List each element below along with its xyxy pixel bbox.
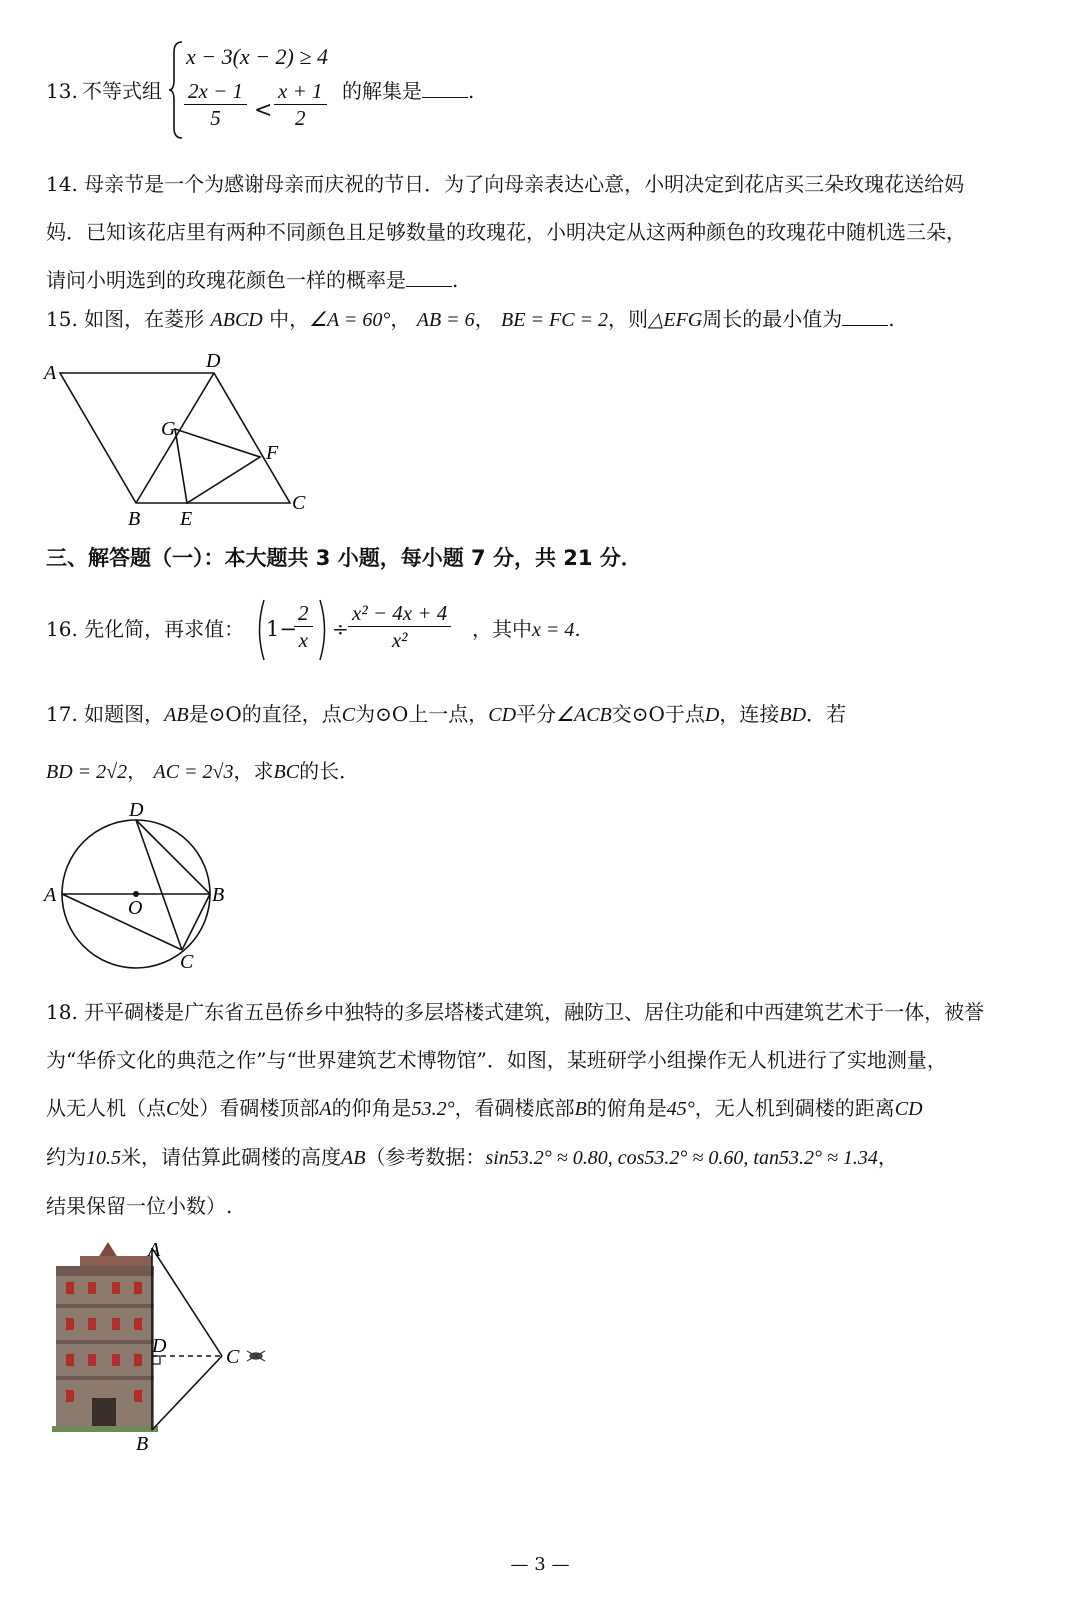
label-a: A (44, 362, 57, 384)
q18-text-c: 的仰角是 (331, 1096, 412, 1120)
question-17 (46, 686, 1050, 800)
q17-text-b: 是⊙O的直径，点 (188, 702, 342, 726)
label-d: D (129, 799, 144, 821)
q18-line-5: 结果保留一位小数）. (46, 1194, 233, 1218)
question-16 (46, 596, 1050, 666)
drone-icon (247, 1351, 265, 1361)
q18-text-a: 从无人机（点 (46, 1096, 166, 1120)
q18-text-j: ， (877, 1145, 898, 1169)
q17-text-c: 为⊙O上一点， (355, 702, 489, 726)
label-b: B (128, 508, 141, 530)
answer-blank[interactable] (842, 307, 888, 326)
q16-suffix-wrap (472, 614, 581, 645)
q16-div: ÷ (332, 617, 349, 641)
q17-cond-bd: BD = 2√2 (46, 761, 128, 783)
label-o: O (128, 897, 143, 919)
q15-triangle: △EFG (648, 309, 703, 331)
question-13 (46, 40, 1050, 150)
q13-fraction-1 (184, 78, 247, 131)
q18-ab: AB (341, 1147, 366, 1169)
q13-prefix: 不等式组 (82, 79, 162, 103)
q18-text-d: ，看碉楼底部 (454, 1096, 575, 1120)
q14-end: . (452, 268, 459, 292)
q18-line-1: 18. 开平碉楼是广东省五邑侨乡中独特的多层塔楼式建筑，融防卫、居住功能和中西建筑艺术于一体，被誉 (46, 1000, 985, 1024)
q17-cond-ac: AC = 2√3 (153, 761, 234, 783)
q13-suffix (342, 76, 474, 106)
q17-c: C (341, 704, 356, 726)
q18-angle-2: 45° (666, 1098, 695, 1120)
q16-small-fraction (294, 600, 313, 653)
answer-blank[interactable] (406, 268, 452, 287)
q17-d: D (704, 704, 720, 726)
question-18 (46, 988, 1050, 1230)
q16-big-num: x² − 4x + 4 (348, 600, 451, 627)
q18-text-g: 约为 (46, 1145, 86, 1169)
label-e: E (180, 508, 193, 530)
label-b: B (136, 1433, 149, 1455)
diaolou-figure (44, 1236, 284, 1458)
q18-cd: CD (894, 1098, 923, 1120)
left-paren-icon (254, 598, 266, 662)
q17-text-d: 平分 (516, 702, 557, 726)
diaolou-tower-illustration (52, 1242, 158, 1432)
label-g: G (161, 418, 176, 440)
label-d: D (206, 350, 221, 372)
q15-cond-2: AB = 6 (416, 309, 475, 331)
section-3-title: 三、解答题（一）：本大题共 3 小题，每小题 7 分，共 21 分． (46, 546, 642, 570)
rhombus-figure (40, 345, 320, 530)
q15-text-c: ，则 (608, 307, 649, 331)
q17-line-2: BD = 2√2， AC = 2√3，求BC的长． (46, 759, 360, 783)
q13-end: . (468, 79, 475, 103)
q15-cond-1: ∠A = 60° (309, 309, 391, 331)
q17-text-e: 交⊙O于点 (611, 702, 705, 726)
q17-bd: BD (779, 704, 807, 726)
q17-line-1 (46, 686, 1050, 743)
q18-c: C (166, 1098, 180, 1120)
right-paren-icon (318, 598, 330, 662)
q17-text-f: ，连接 (719, 702, 780, 726)
q14-line-1: 14. 母亲节是一个为感谢母亲而庆祝的节日．为了向母亲表达心意，小明决定到花店买三朵玫瑰花送给妈 (46, 172, 965, 196)
q18-text-b: 处）看碉楼顶部 (179, 1096, 320, 1120)
triangle-efg (175, 429, 260, 503)
q16-big-fraction (348, 600, 451, 653)
q16-big-den: x² (391, 628, 408, 652)
q13-less-than: < (254, 98, 273, 123)
label-f: F (266, 442, 279, 464)
q16-small-num: 2 (294, 600, 313, 627)
label-c: C (180, 951, 194, 970)
label-a: A (44, 884, 57, 906)
q18-text-h: 米，请估算此碉楼的高度 (121, 1145, 341, 1169)
q17-bc: BC (273, 761, 300, 783)
q16-small-den: x (298, 628, 308, 652)
q16-one-minus: 1− (266, 617, 297, 641)
q15-abcd: ABCD (210, 309, 263, 331)
q13-frac1-numerator: 2x − 1 (184, 78, 247, 105)
q13-fraction-2 (274, 78, 327, 131)
q18-line-3 (46, 1084, 1050, 1133)
q18-line-4 (46, 1133, 1050, 1182)
label-b: B (212, 884, 225, 906)
answer-blank[interactable] (422, 79, 468, 98)
q17-acb: ∠ACB (556, 704, 612, 726)
page-number: — 3 — (510, 1554, 570, 1575)
left-brace-icon (168, 40, 184, 140)
q15-text-b: 中， (269, 307, 310, 331)
q17-ab: AB (164, 704, 189, 726)
circle-figure (40, 798, 240, 970)
q16-prefix: 16. 先化简，再求值： (46, 617, 245, 641)
q18-angle-1: 53.2° (411, 1098, 455, 1120)
q13-frac2-numerator: x + 1 (274, 78, 327, 105)
label-a: A (148, 1239, 161, 1261)
q13-number: 13. (46, 79, 78, 103)
q15-cond-3: BE = FC = 2 (501, 309, 609, 331)
q14-line-2: 妈．已知该花店里有两种不同颜色且足够数量的玫瑰花，小明决定从这两种颜色的玫瑰花中随机选三朵， (46, 220, 966, 244)
q18-text-f: ，无人机到碉楼的距离 (694, 1096, 895, 1120)
label-c: C (292, 492, 306, 514)
q17-text-i: 的长． (299, 759, 360, 783)
q14-line-3-text: 请问小明选到的玫瑰花颜色一样的概率是 (46, 268, 406, 292)
q16-suffix: ，其中 (472, 617, 532, 641)
q18-dist: 10.5 (86, 1147, 121, 1169)
q15-text-d: 周长的最小值为 (702, 307, 843, 331)
q18-a: A (319, 1098, 332, 1120)
chord-bd (136, 820, 210, 894)
q17-text-a: 17. 如题图， (46, 702, 165, 726)
q18-text-i: （参考数据： (365, 1145, 486, 1169)
q16-cond: x = 4 (532, 619, 575, 641)
q13-suffix-text: 的解集是 (342, 79, 422, 103)
q16-end: . (574, 617, 581, 641)
q18-line-2: 为“华侨文化的典范之作”与“世界建筑艺术博物馆”．如图，某班研学小组操作无人机进行了实地测量， (46, 1048, 947, 1072)
q17-text-h: ，求 (233, 759, 274, 783)
q13-frac2-denominator: 2 (295, 106, 306, 130)
q17-cd: CD (488, 704, 517, 726)
question-14 (46, 160, 1050, 304)
chord-cd (136, 820, 182, 950)
q18-text-e: 的俯角是 (586, 1096, 667, 1120)
q13-frac1-denominator: 5 (210, 106, 221, 130)
label-c: C (226, 1346, 240, 1368)
q15-end: . (888, 307, 895, 331)
label-d: D (152, 1335, 167, 1357)
q18-reference-data: sin53.2° ≈ 0.80, cos53.2° ≈ 0.60, tan53.2° ≈ 1.34 (485, 1147, 878, 1169)
q13-inequality-1: x − 3(x − 2) ≥ 4 (186, 44, 328, 69)
chord-bc (182, 894, 210, 950)
q17-text-g: ．若 (806, 702, 847, 726)
question-15: 15. 如图，在菱形 ABCD 中，∠A = 60°， AB = 6， BE = FC = 2，则△EFG周长的最小值为 . (46, 307, 895, 331)
q18-b: B (574, 1098, 587, 1120)
line-bc (152, 1356, 222, 1430)
q14-line-3 (46, 256, 1050, 304)
q15-text-a: 15. 如图，在菱形 (46, 307, 205, 331)
